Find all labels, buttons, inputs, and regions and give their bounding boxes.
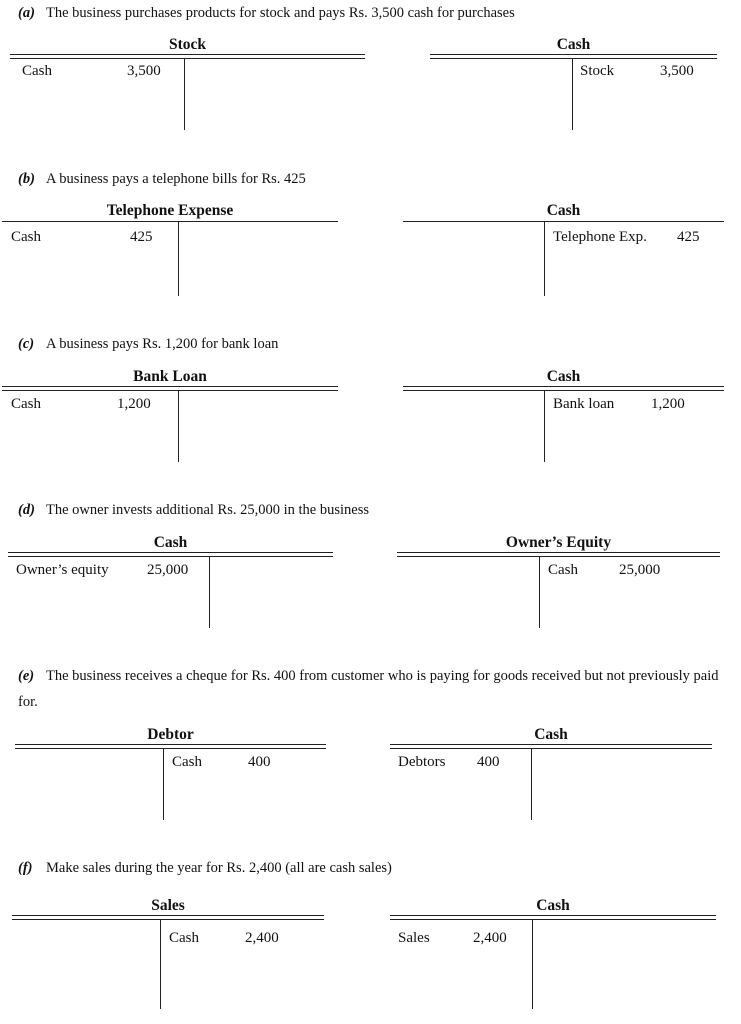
- question-b: [18, 166, 306, 192]
- account-rule: [403, 390, 724, 391]
- account-rule: [397, 552, 720, 553]
- debit-entry-amount: 2,400: [473, 930, 507, 946]
- credit-entry-name: Cash: [169, 930, 199, 946]
- debit-entry-amount: 1,200: [117, 396, 151, 412]
- account-rule: [430, 54, 717, 55]
- account-title: Cash: [534, 726, 568, 743]
- credit-entry-amount: 425: [677, 229, 700, 245]
- t-account-owners-equity: [0, 534, 741, 634]
- question-text: A business pays Rs. 1,200 for bank loan: [46, 336, 279, 352]
- account-rule: [390, 915, 716, 916]
- question-f: [18, 855, 392, 881]
- account-title: Owner’s Equity: [505, 534, 612, 551]
- account-title: Cash: [536, 897, 570, 914]
- question-c: [18, 331, 278, 357]
- account-title: Bank Loan: [133, 368, 207, 385]
- account-divider: [539, 556, 540, 628]
- account-rule: [397, 556, 720, 557]
- account-rule: [390, 919, 716, 920]
- credit-entry-amount: 3,500: [660, 63, 694, 79]
- debit-entry-amount: 3,500: [127, 63, 161, 79]
- account-title: Cash: [546, 202, 581, 219]
- debit-entry-name: Owner’s equity: [16, 562, 109, 578]
- question-text: Make sales during the year for Rs. 2,400 (all are cash sales): [46, 860, 392, 876]
- question-label: (a): [18, 5, 35, 21]
- account-title: Stock: [168, 36, 207, 53]
- credit-entry-amount: 400: [248, 754, 271, 770]
- account-title: Cash: [153, 534, 188, 551]
- account-divider: [544, 390, 545, 462]
- debit-entry-name: Cash: [11, 229, 41, 245]
- question-e: [18, 663, 738, 715]
- account-rule: [403, 386, 724, 387]
- account-divider: [544, 221, 545, 296]
- account-title: Cash: [546, 368, 581, 385]
- debit-entry-name: Cash: [11, 396, 41, 412]
- question-label: (b): [18, 171, 35, 187]
- debit-entry-name: Cash: [22, 63, 52, 79]
- credit-entry-name: Telephone Exp.: [553, 229, 647, 245]
- account-divider: [531, 748, 532, 820]
- credit-entry-name: Bank loan: [553, 396, 615, 412]
- t-account-cash: [0, 368, 741, 468]
- question-label: (f): [18, 860, 33, 876]
- question-d: [18, 497, 369, 523]
- account-rule: [390, 748, 712, 749]
- account-divider: [572, 58, 573, 130]
- question-label: (e): [18, 668, 35, 684]
- question-a: [18, 0, 515, 26]
- account-title: Sales: [151, 897, 185, 914]
- account-title: Telephone Expense: [106, 202, 234, 219]
- credit-entry-name: Cash: [548, 562, 578, 578]
- question-text: The business purchases products for stock and pays Rs. 3,500 cash for purchases: [46, 5, 515, 21]
- credit-entry-amount: 2,400: [245, 930, 279, 946]
- t-account-cash: [0, 726, 741, 826]
- debit-entry-name: Debtors: [398, 754, 446, 770]
- credit-entry-name: Stock: [580, 63, 615, 79]
- t-account-cash: [0, 897, 741, 1012]
- credit-entry-amount: 1,200: [651, 396, 685, 412]
- question-label: (d): [18, 502, 35, 518]
- question-text: The business receives a cheque for Rs. 400 from customer who is paying for goods received but not previously paid for.: [18, 668, 719, 710]
- debit-entry-name: Sales: [398, 930, 430, 946]
- question-text: The owner invests additional Rs. 25,000 in the business: [46, 502, 369, 518]
- account-rule: [390, 744, 712, 745]
- debit-entry-amount: 425: [130, 229, 153, 245]
- account-title: Debtor: [147, 726, 194, 743]
- account-title: Cash: [556, 36, 591, 53]
- credit-entry-amount: 25,000: [619, 562, 661, 578]
- t-account-cash: [0, 202, 741, 302]
- debit-entry-amount: 400: [477, 754, 500, 770]
- t-account-cash: [0, 36, 741, 136]
- credit-entry-name: Cash: [172, 754, 202, 770]
- account-rule: [403, 221, 724, 222]
- debit-entry-amount: 25,000: [147, 562, 189, 578]
- question-text: A business pays a telephone bills for Rs. 425: [46, 171, 306, 187]
- account-divider: [532, 919, 533, 1009]
- account-rule: [430, 58, 717, 59]
- question-label: (c): [18, 336, 35, 352]
